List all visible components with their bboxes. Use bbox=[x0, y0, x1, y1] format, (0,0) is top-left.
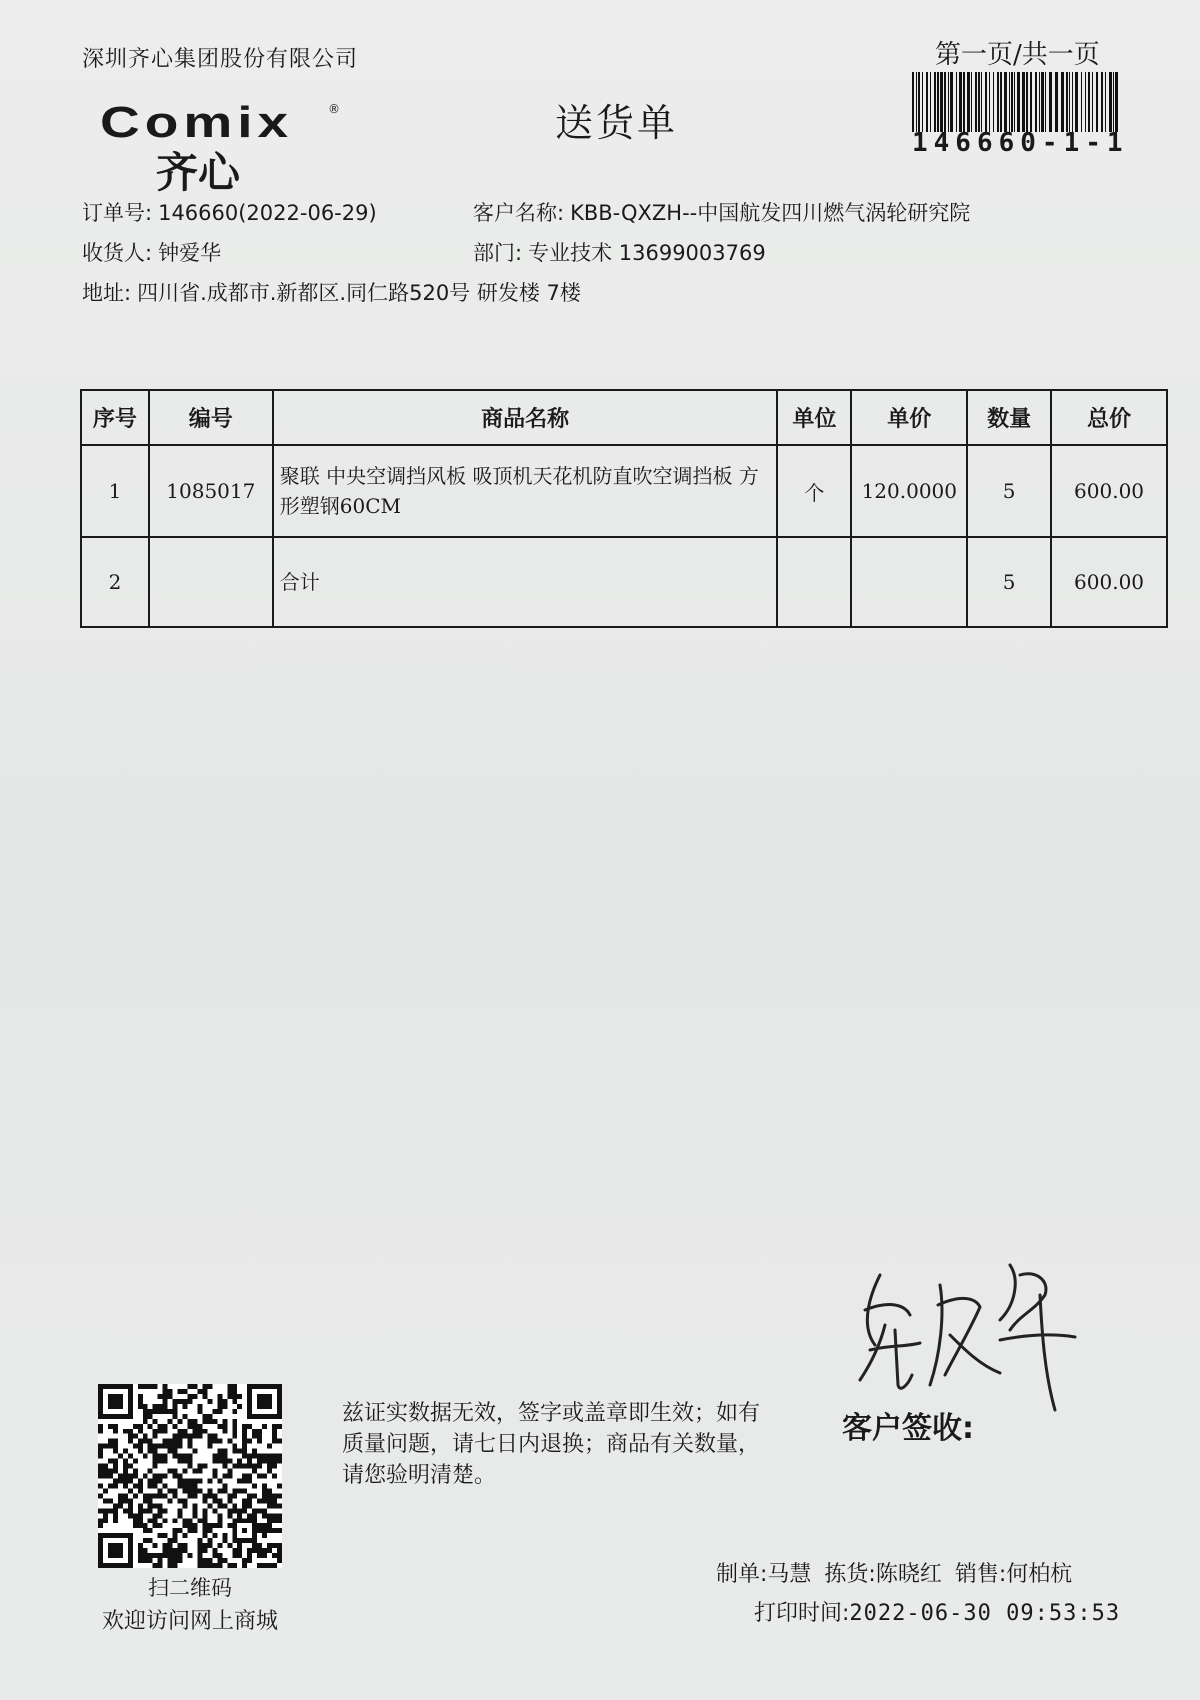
qr-caption-welcome: 欢迎访问网上商城 bbox=[101, 1609, 278, 1634]
cell-qty: 5 bbox=[967, 537, 1051, 627]
document-title: 送货单 bbox=[555, 101, 679, 145]
col-header-product: 商品名称 bbox=[273, 390, 778, 445]
print-time-label: 打印时间: bbox=[754, 1601, 850, 1626]
barcode bbox=[912, 72, 1122, 132]
col-header-code: 编号 bbox=[149, 390, 273, 445]
department-value: 专业技术 13699003769 bbox=[528, 241, 766, 265]
address bbox=[82, 277, 581, 307]
logo-english: Comix bbox=[100, 98, 294, 147]
print-time-value: 2022-06-30 09:53:53 bbox=[849, 1601, 1121, 1626]
col-header-seq: 序号 bbox=[81, 390, 149, 445]
cell-code bbox=[149, 537, 273, 627]
notice-text: 兹证实数据无效，签字或盖章即生效；如有质量问题，请七日内退换；商品有关数量，请您验明清楚。 bbox=[342, 1401, 761, 1489]
logo-registered-mark: ® bbox=[328, 102, 340, 116]
receiver-value: 钟爱华 bbox=[158, 241, 222, 265]
cell-product: 合计 bbox=[273, 537, 778, 627]
table-row bbox=[81, 445, 1167, 537]
logo-chinese: 齐心 bbox=[156, 148, 241, 197]
cell-code: 1085017 bbox=[149, 445, 273, 537]
staff-line bbox=[716, 1557, 1078, 1588]
cell-unit: 个 bbox=[777, 445, 851, 537]
barcode-number: 146660-1-1 bbox=[912, 128, 1129, 158]
customer-name bbox=[473, 197, 970, 227]
comix-logo bbox=[100, 98, 340, 197]
qr-caption-scan: 扫二维码 bbox=[148, 1576, 232, 1600]
cell-seq: 2 bbox=[81, 537, 149, 627]
col-header-total: 总价 bbox=[1051, 390, 1167, 445]
maker: 制单:马慧 bbox=[716, 1562, 812, 1587]
address-value: 四川省.成都市.新都区.同仁路520号 研发楼 7楼 bbox=[137, 281, 581, 305]
order-label: 订单号: bbox=[82, 201, 153, 225]
receiver bbox=[82, 237, 221, 267]
qr-code-icon bbox=[98, 1384, 282, 1568]
customer-signature bbox=[850, 1235, 1080, 1415]
table-header-row bbox=[81, 390, 1167, 445]
cell-seq: 1 bbox=[81, 445, 149, 537]
sales: 销售:何柏杭 bbox=[954, 1562, 1073, 1587]
department bbox=[473, 237, 766, 267]
customer-sign-label: 客户签收: bbox=[842, 1411, 974, 1446]
customer-label: 客户名称: bbox=[473, 201, 565, 225]
cell-total: 600.00 bbox=[1051, 445, 1167, 537]
order-value: 146660(2022-06-29) bbox=[158, 201, 377, 225]
table-row-total bbox=[81, 537, 1167, 627]
cell-total: 600.00 bbox=[1051, 537, 1167, 627]
print-time bbox=[754, 1596, 1120, 1627]
cell-product: 聚联 中央空调挡风板 吸顶机天花机防直吹空调挡板 方形塑钢60CM bbox=[273, 445, 778, 537]
cell-unit bbox=[777, 537, 851, 627]
address-label: 地址: bbox=[82, 281, 132, 305]
picker: 拣货:陈晓红 bbox=[824, 1562, 942, 1587]
customer-value: KBB-QXZH--中国航发四川燃气涡轮研究院 bbox=[570, 201, 971, 225]
col-header-price: 单价 bbox=[851, 390, 967, 445]
order-number bbox=[82, 197, 377, 227]
cell-price bbox=[851, 537, 967, 627]
col-header-qty: 数量 bbox=[967, 390, 1051, 445]
receiver-label: 收货人: bbox=[82, 241, 153, 265]
page-indicator: 第一页/共一页 bbox=[935, 40, 1100, 70]
cell-qty: 5 bbox=[967, 445, 1051, 537]
department-label: 部门: bbox=[473, 241, 523, 265]
col-header-unit: 单位 bbox=[777, 390, 851, 445]
cell-price: 120.0000 bbox=[851, 445, 967, 537]
items-table bbox=[80, 389, 1168, 628]
company-name: 深圳齐心集团股份有限公司 bbox=[82, 47, 359, 72]
